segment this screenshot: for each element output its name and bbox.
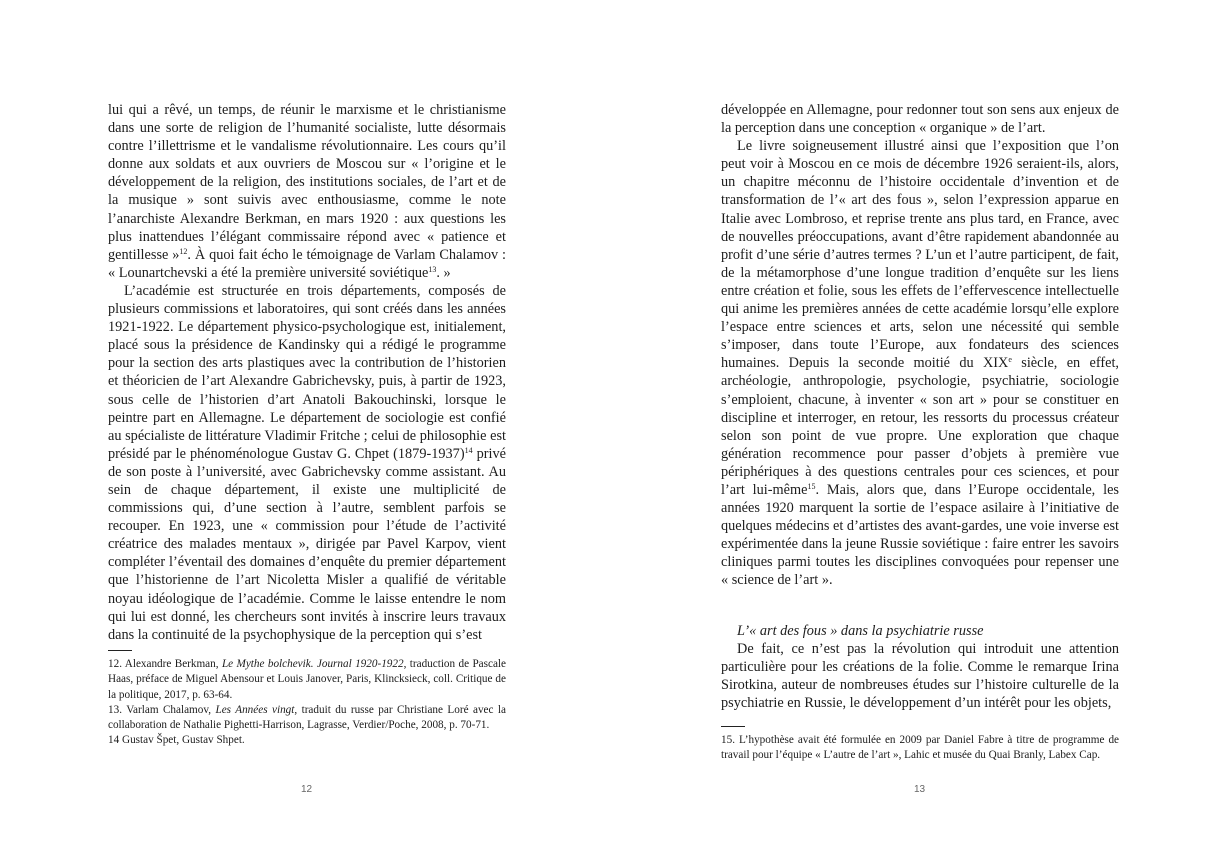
paragraph: Le livre soigneusement illustré ainsi que l’exposition que l’on peut voir à Moscou en ce mois de décembre 1926 seraient-ils, alors, un chapitre méconnu de l’histoire occidentale d’invention et de transformation de l’« art des fous », selon l’expression apparue en Italie avec Lombroso, et reprise trente ans plus tard, en France, avec de nouvelles préoccupations, avant d’être rapidement abandonnée au profit d’une série d’autres termes ? L’un et l’autre participent, de fait, de la métamorphose d’une longue tradition d’enquête sur les liens entre création et folie, sous les effets de l’effervescence intellectuelle qui anime les premières années de cette académie lorsqu’elle explore l’espace entre sciences et arts, selon une nécessité qui semble s’imposer, dans toute l’Europe, aux fondateurs des sciences humaines. Depuis la seconde moitié du XIXe siècle, en effet, archéologie, anthropologie, psychologie, psychiatrie, sociologie s’emploient, chacune, à inventer « son art » pour se constituer en discipline et interroger, en retour, les ressorts du processus créateur selon son point de vue propre. Une exploration que chaque génération recommence pour passer d’objets à première vue périphériques à des questions centrales pour ces sciences, et pour l’art lui-même$^{15}$. Mais, alors que, dans l’Europe occidentale, les années 1920 marquent la sortie de l’espace asilaire à l’initiative de quelques médecins et d’artistes des avant-gardes, une voie inverse est expérimentée dans la jeune Russie soviétique : faire entrer les savoirs cliniques parmi toutes les disciplines convoquées pour repenser une « science de l’art ». bbox=[721, 138, 1119, 589]
footnote-ref[interactable]: 14 bbox=[464, 445, 473, 455]
paragraph: lui qui a rêvé, un temps, de réunir le marxisme et le christianisme dans une sorte de religion de l’humanité socialiste, lutte désormais contre l’illettrisme et le vandalisme révolutionnaire. Les cours qu’il donne aux soldats et aux ouvriers de Moscou sur « l’origine et le développement de la religion, des institutions sociales, de l’art et de la musique » sont suivis avec enthousiasme, comme le note l’anarchiste Alexandre Berkman, en mars 1920 : aux questions les plus inattendues l’élégant commissaire répond avec « patience et gentillesse »$^{12}$. À quoi fait écho le témoignage de Varlam Chalamov : « Lounartchevski a été la première université soviétique$^{13}$. » bbox=[108, 102, 506, 281]
footnote-separator bbox=[721, 726, 745, 727]
footnote-ref[interactable]: 13 bbox=[428, 264, 437, 274]
paragraph: De fait, ce n’est pas la révolution qui introduit une attention particulière pour les créations de la folie. Comme le remarque Irina Sirotkina, auteur de nombreuses études sur l’histoire culturelle de la psychiatrie en Russie, le développement d’un intérêt pour les objets, bbox=[721, 640, 1119, 711]
footnote-15: 15. L’hypothèse avait été formulée en 2009 par Daniel Fabre à titre de programme de travail pour l’équipe « L’autre de l’art », Lahic et musée du Quai Branly, Labex Cap. bbox=[721, 734, 1119, 762]
paragraph: développée en Allemagne, pour redonner tout son sens aux enjeux de la perception dans une conception « organique » de l’art. bbox=[721, 102, 1119, 137]
footnote-14: 14 Gustav Špet, Gustav Shpet. bbox=[108, 734, 245, 747]
paragraph: L’académie est structurée en trois départements, composés de plusieurs commissions et laboratoires, qui sont créés dans les années 1921-1922. Le département physico-psychologique est, initialement, placé sous la présidence de Kandinsky qui a rédigé le programme pour la section des arts plastiques avec la contribution de l’historien et théoricien de l’art Alexandre Gabrichevsky, puis, à partir de 1923, sous celle de l’historien d’art Anatoli Bakouchinski, lorsque le peintre part en Allemagne. Le département de sociologie est confié au spécialiste de littérature Vladimir Fritche ; celui de philosophie est présidé par le phénoménologue Gustav G. Chpet (1879-1937)$^{14}$ privé de son poste à l’université, avec Gabrichevsky comme assistant. Au sein de chaque département, il existe une multiplicité de commissions qui, d’une section à l’autre, semblent parfois se recouper. En 1923, une « commission pour l’étude de l’activité créatrice des malades mentaux », dirigée par Pavel Karpov, vient compléter l’éventail des domaines d’enquête du premier département que l’historienne de l’art Nicoletta Misler a qualifié de véritable noyau idéologique de l’académie. Comme le laisse entendre le nom qui lui est donné, les chercheurs sont invités à inscrire leurs travaux dans la continuité de la psychophysique de la perception qui s’est bbox=[108, 282, 507, 643]
footnote-ref[interactable]: 15 bbox=[807, 481, 816, 491]
footnote-separator bbox=[108, 650, 132, 651]
right-page bbox=[613, 0, 1226, 865]
section-heading: L’« art des fous » dans la psychiatrie russe bbox=[737, 622, 984, 639]
left-body-text bbox=[108, 101, 506, 644]
footnote-12: 12. Alexandre Berkman, Le Mythe bolchevik. Journal 1920-1922, traduction de Pascale Haas, préface de Miguel Abensour et Louis Janover, Paris, Klincksieck, coll. Critique de la politique, 2017, p. 63-64. bbox=[108, 658, 507, 701]
left-footnotes bbox=[108, 650, 506, 749]
footnote-ref[interactable]: 12 bbox=[179, 246, 188, 256]
page-number: 13 bbox=[913, 784, 926, 795]
right-body-text bbox=[721, 101, 1119, 712]
right-footnotes bbox=[721, 726, 1119, 764]
superscript-e: e bbox=[1008, 355, 1012, 365]
page-number: 12 bbox=[300, 784, 313, 795]
footnote-13: 13. Varlam Chalamov, Les Années vingt, traduit du russe par Christiane Loré avec la collaboration de Nathalie Pighetti-Harrison, Lagrasse, Verdier/Poche, 2008, p. 70-71. bbox=[108, 703, 506, 732]
